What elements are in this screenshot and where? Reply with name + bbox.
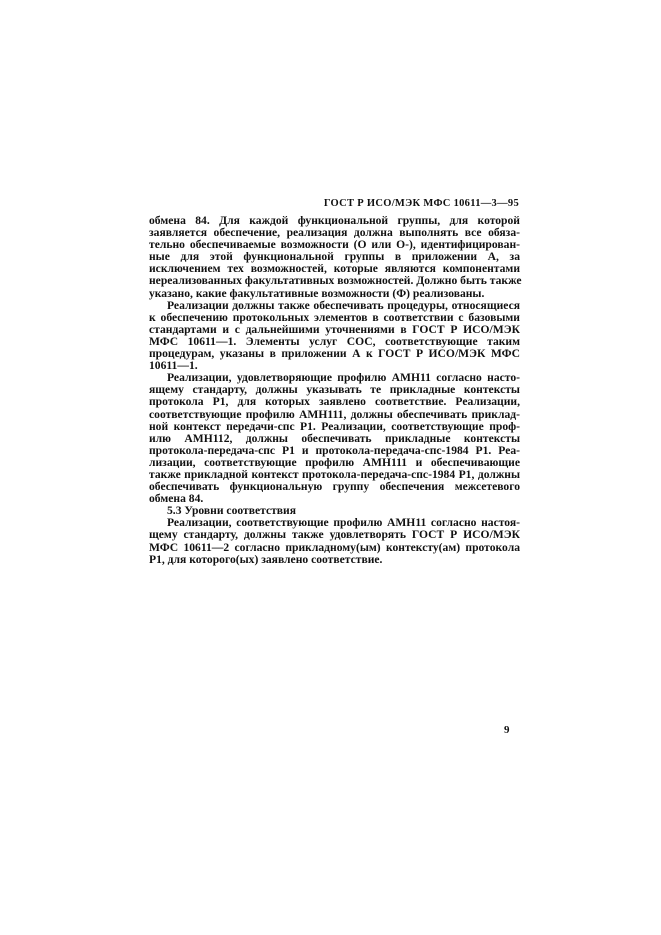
text-line: соответствующие профилю АМН111, должны обеспечивать приклад- — [149, 407, 520, 421]
text-line: лизации, соответствующие профилю АМН111 и обеспечивающие — [149, 455, 520, 469]
text-line: Реализации, удовлетворяющие профилю АМН11 согласно насто- — [167, 371, 520, 385]
text-line: ной контекст передачи-спс Р1. Реализации, соответствующие проф- — [149, 419, 520, 433]
text-line: исключением тех возможностей, которые являются компонентами — [149, 262, 520, 276]
text-line: Реализации, соответствующие профилю АМН11 согласно настоя- — [167, 516, 520, 530]
text-line: ящему стандарту, должны указывать те прикладные контексты — [149, 383, 520, 397]
text-line: обеспечивать функциональную группу обеспечения межсетевого — [149, 480, 520, 494]
text-line: Реализации должны также обеспечивать процедуры, относящиеся — [167, 298, 520, 312]
text-line: щему стандарту, должны также удовлетворять ГОСТ Р ИСО/МЭК — [149, 528, 520, 542]
paragraph — [149, 300, 520, 373]
text-line: тельно обеспечиваемые возможности (О или О-), идентифицирован- — [149, 238, 520, 252]
text-line: илю АМН112, должны обеспечивать прикладные контексты — [149, 431, 520, 445]
paragraph — [149, 517, 520, 565]
text-line: процедурам, указаны в приложении А к ГОСТ Р ИСО/МЭК МФС — [149, 347, 520, 361]
text-line: МФС 10611—1. Элементы услуг СОС, соответствующие таким — [149, 334, 520, 348]
paragraph — [149, 215, 520, 300]
text-line: МФС 10611—2 согласно прикладному(ым) контексту(ам) протокола — [149, 540, 520, 554]
page-number: 9 — [504, 724, 510, 736]
text-line: к обеспечению протокольных элементов в соответствии с базовыми — [149, 310, 520, 324]
text-line: 5.3 Уровни соответствия — [167, 504, 297, 518]
text-line: указано, какие факультативные возможности (Ф) реализованы. — [149, 286, 485, 300]
running-header: ГОСТ Р ИСО/МЭК МФС 10611—3—95 — [323, 198, 519, 209]
text-line: также прикладной контекст протокола-передача-спс-1984 Р1, должны — [149, 467, 520, 481]
text-line: стандартами и с дальнейшими уточнениями в ГОСТ Р ИСО/МЭК — [149, 322, 520, 336]
text-line: протокола-передача-спс Р1 и протокола-передача-спс-1984 Р1. Реа- — [149, 443, 520, 457]
text-line: заявляется обеспечение, реализация должна выполнять все обяза- — [149, 226, 520, 240]
text-line: ные для этой функциональной группы в приложении А, за — [149, 250, 520, 264]
text-line: 10611—1. — [149, 359, 198, 373]
body-text — [149, 215, 520, 566]
text-line: протокола Р1, для которых заявлено соответствие. Реализации, — [149, 395, 520, 409]
paragraph — [149, 372, 520, 505]
text-line: обмена 84. Для каждой функциональной группы, для которой — [149, 214, 520, 227]
text-line: обмена 84. — [149, 492, 204, 506]
text-line: Р1, для которого(ых) заявлено соответствие. — [149, 552, 383, 566]
text-line: нереализованных факультативных возможностей. Должно быть также — [149, 274, 522, 288]
